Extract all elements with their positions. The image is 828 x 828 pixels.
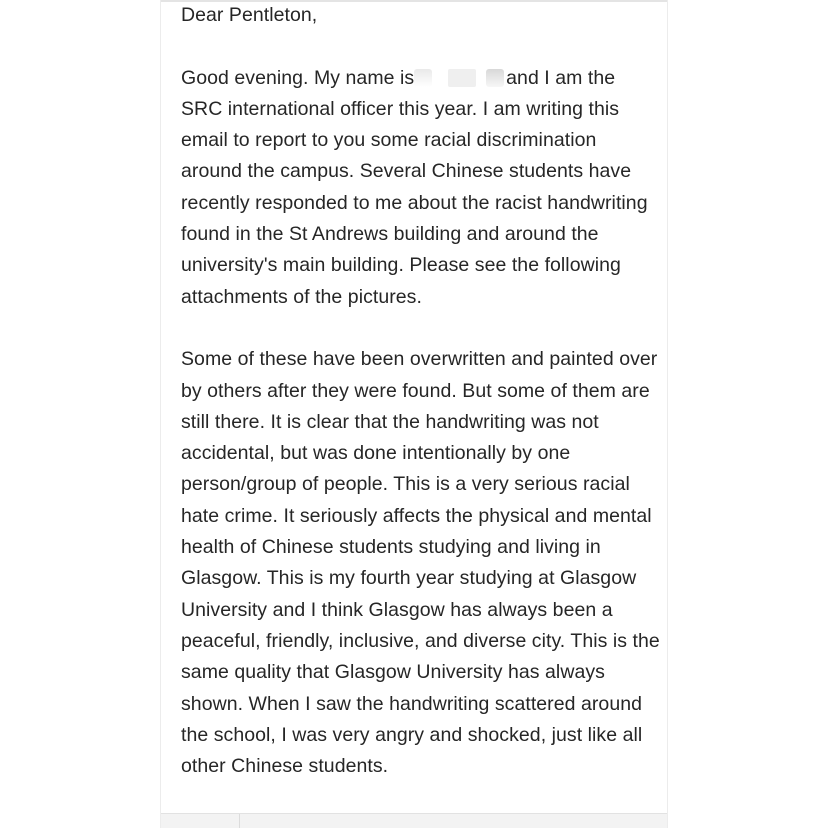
email-view — [160, 0, 668, 828]
email-body — [181, 0, 661, 782]
email-salutation: Dear Pentleton, — [181, 4, 318, 26]
paragraph-gap — [181, 313, 661, 344]
bottom-toolbar — [161, 813, 667, 828]
paragraph-1-body: and I am the SRC international officer this year. I am writing this email to report to you some racial discrimination around the campus. Several Chinese students have recently responded to me about the racist handwriting found in the St Andrews building and around the university's main building. Please see the following attachments of the pictures. — [181, 66, 648, 308]
email-paragraph-1 — [181, 63, 661, 313]
email-paragraph-2: Some of these have been overwritten and painted over by others after they were found. But some of them are still there. It is clear that the handwriting was not accidental, but was done intentionally by one person/group of people. This is a very serious racial hate crime. It seriously affects the physical and mental health of Chinese students studying and living in Glasgow. This is my fourth year studying at Glasgow University and I think Glasgow has always been a peaceful, friendly, inclusive, and diverse city. This is the same quality that Glasgow University has always shown. When I saw the handwriting scattered around the school, I was very angry and shocked, just like all other Chinese students. — [181, 348, 660, 778]
paragraph-1-intro: Good evening. My name is — [181, 66, 415, 89]
redacted-name — [414, 67, 506, 87]
toolbar-divider — [239, 814, 240, 828]
paragraph-gap — [181, 31, 661, 62]
